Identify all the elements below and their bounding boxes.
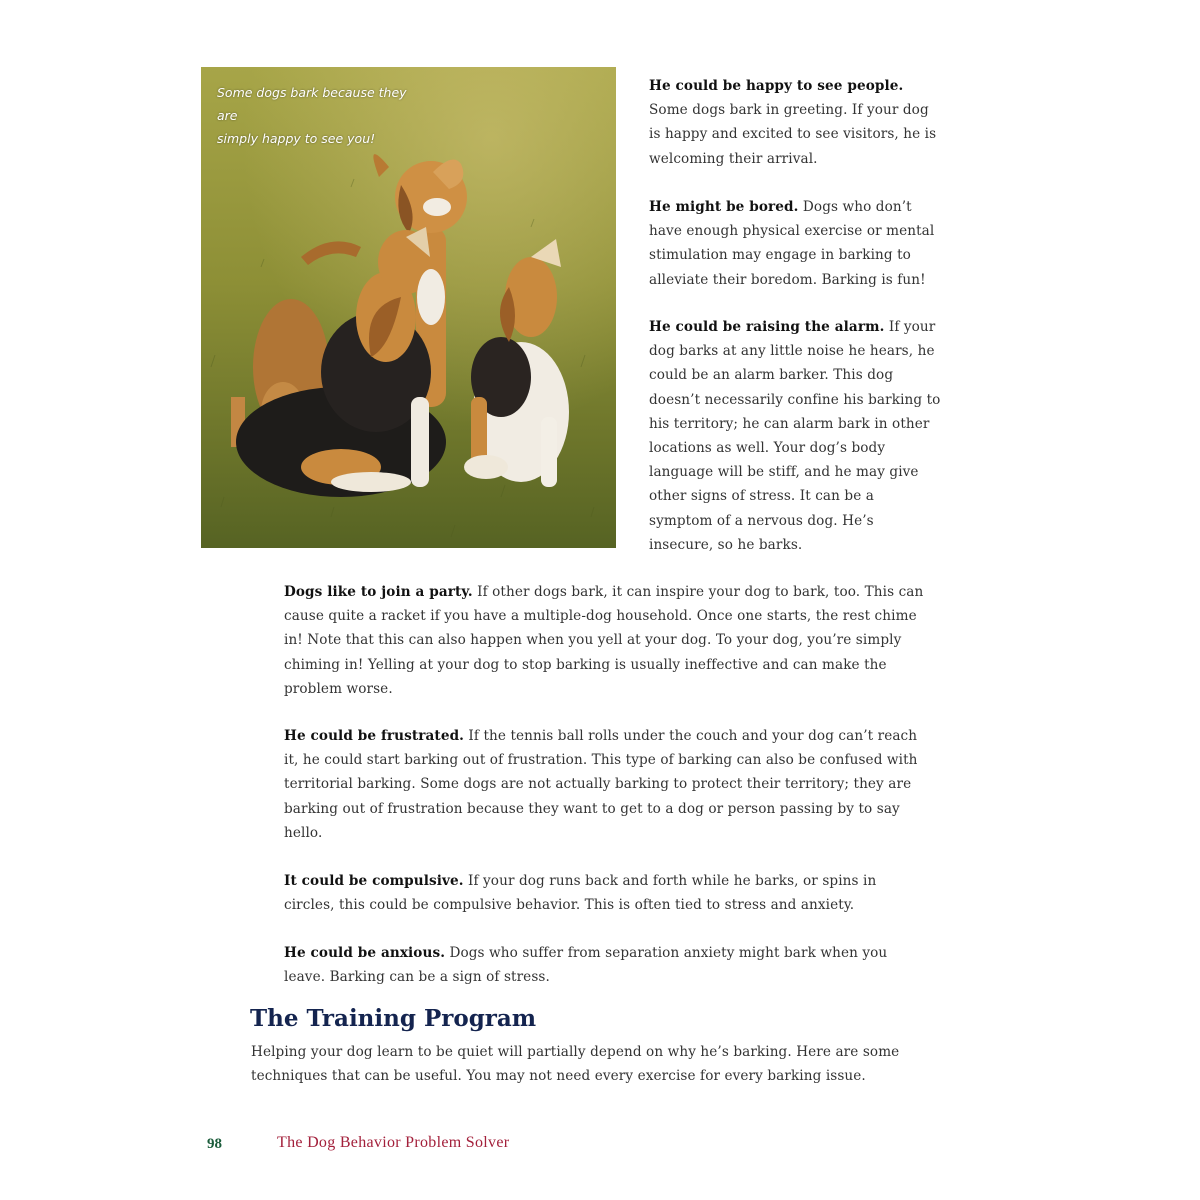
paragraph-party bbox=[284, 580, 926, 701]
paragraph-alarm bbox=[649, 315, 941, 557]
caption-line-1: Some dogs bark because they are bbox=[217, 85, 407, 123]
lead-frustrated: He could be frustrated. bbox=[284, 728, 465, 744]
text-bored: Dogs who don’t have enough physical exercise or mental stimulation may engage in barking to alleviate their boredom. Barking is fun! bbox=[649, 199, 935, 288]
text-alarm: If your dog barks at any little noise he hears, he could be an alarm barker. This dog doesn’t necessarily confine his barking to his territory; he can alarm bark in other locations as well. Your dog’s body language will be stiff, and he may give other signs of stress. It can be a symptom of a nervous dog. He’s insecure, so he barks. bbox=[649, 319, 941, 553]
lead-anxious: He could be anxious. bbox=[284, 945, 446, 961]
page-footer bbox=[207, 1134, 222, 1153]
photo-caption bbox=[217, 81, 427, 150]
section-heading: The Training Program bbox=[250, 1005, 537, 1032]
beagles-photo bbox=[201, 67, 616, 548]
text-frustrated: If the tennis ball rolls under the couch and your dog can’t reach it, he could start barking out of frustration. This type of barking can also be confused with territorial barking. Some dogs are not actually barking to protect their territory; they are barking out of frustration because they want to get to a dog or person passing by to say hello. bbox=[284, 728, 918, 841]
lead-alarm: He could be raising the alarm. bbox=[649, 319, 885, 335]
text-party: If other dogs bark, it can inspire your dog to bark, too. This can cause quite a racket if you have a multiple-dog household. Once one starts, the rest chime in! Note that this can also happen when you yell at your dog. To your dog, you’re simply chiming in! Yelling at your dog to stop barking is usually ineffective and can make the problem worse. bbox=[284, 584, 924, 697]
paragraph-anxious bbox=[284, 941, 926, 989]
paragraph-happy bbox=[649, 74, 941, 171]
page-number: 98 bbox=[207, 1136, 222, 1152]
text-happy: Some dogs bark in greeting. If your dog is happy and excited to see visitors, he is welcoming their arrival. bbox=[649, 102, 937, 167]
text-anxious: Dogs who suffer from separation anxiety might bark when you leave. Barking can be a sign of stress. bbox=[284, 945, 888, 986]
running-title: The Dog Behavior Problem Solver bbox=[277, 1134, 510, 1151]
lead-party: Dogs like to join a party. bbox=[284, 584, 473, 600]
paragraph-frustrated bbox=[284, 724, 926, 845]
text-compulsive: If your dog runs back and forth while he barks, or spins in circles, this could be compulsive behavior. This is often tied to stress and anxiety. bbox=[284, 873, 877, 914]
paragraph-compulsive bbox=[284, 869, 926, 917]
caption-line-2: simply happy to see you! bbox=[217, 131, 376, 146]
section-intro: Helping your dog learn to be quiet will partially depend on why he’s barking. Here are some techniques that can be useful. You may not need every exercise for every barking issue. bbox=[251, 1044, 900, 1085]
paragraph-bored bbox=[649, 195, 941, 292]
lead-bored: He might be bored. bbox=[649, 199, 799, 215]
lead-happy: He could be happy to see people. bbox=[649, 78, 904, 94]
lead-compulsive: It could be compulsive. bbox=[284, 873, 464, 889]
